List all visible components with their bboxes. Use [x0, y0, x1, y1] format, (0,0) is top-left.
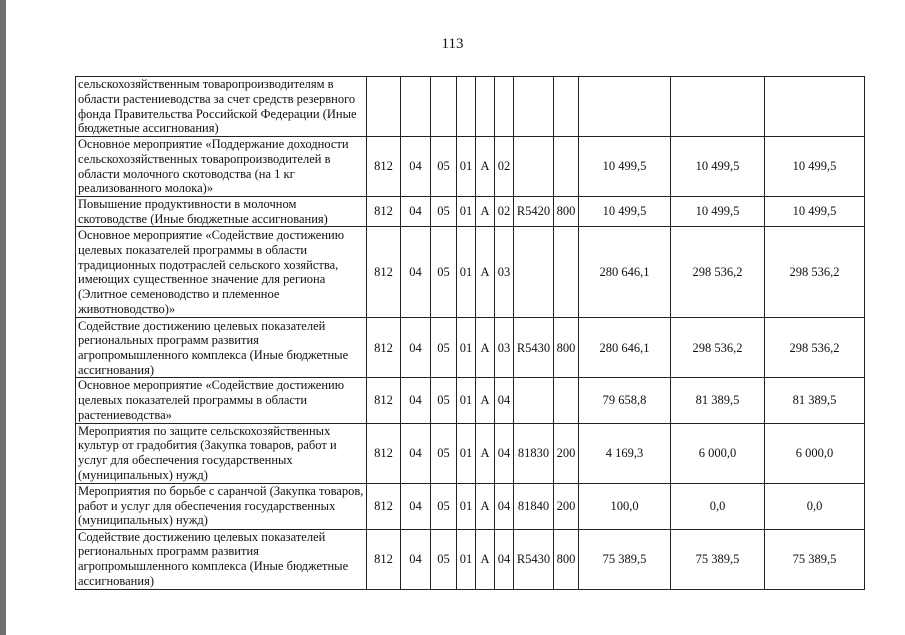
direction-code: R5420 — [514, 197, 554, 227]
subprogram-code: А — [476, 378, 495, 423]
expense-type-code: 200 — [554, 483, 579, 529]
expense-type-code — [554, 137, 579, 197]
program-code: 01 — [457, 227, 476, 318]
amount-year-3: 298 536,2 — [765, 318, 865, 378]
amount-year-2: 6 000,0 — [671, 423, 765, 483]
subsection-code: 05 — [431, 318, 457, 378]
expense-type-code — [554, 77, 579, 137]
section-code: 04 — [401, 378, 431, 423]
section-code — [401, 77, 431, 137]
amount-year-2: 81 389,5 — [671, 378, 765, 423]
amount-year-2: 10 499,5 — [671, 137, 765, 197]
budget-table — [75, 76, 865, 590]
program-code: 01 — [457, 318, 476, 378]
ministry-code: 812 — [367, 227, 401, 318]
direction-code — [514, 227, 554, 318]
section-code: 04 — [401, 483, 431, 529]
amount-year-1: 280 646,1 — [579, 318, 671, 378]
ministry-code — [367, 77, 401, 137]
section-code: 04 — [401, 318, 431, 378]
subprogram-code — [476, 77, 495, 137]
table-row — [76, 378, 865, 423]
row-name: Содействие достижению целевых показателей региональных программ развития агропромышленного комплекса (Иные бюджетные ассигнования) — [76, 529, 367, 589]
expense-type-code — [554, 378, 579, 423]
table-row — [76, 227, 865, 318]
expense-type-code: 800 — [554, 318, 579, 378]
amount-year-1: 4 169,3 — [579, 423, 671, 483]
subsection-code: 05 — [431, 378, 457, 423]
subprogram-code: А — [476, 318, 495, 378]
main-activity-code: 02 — [495, 137, 514, 197]
subsection-code: 05 — [431, 227, 457, 318]
amount-year-1 — [579, 77, 671, 137]
amount-year-3: 81 389,5 — [765, 378, 865, 423]
page-number: 113 — [441, 36, 464, 52]
amount-year-1: 280 646,1 — [579, 227, 671, 318]
expense-type-code: 800 — [554, 529, 579, 589]
program-code: 01 — [457, 137, 476, 197]
subprogram-code: А — [476, 423, 495, 483]
program-code: 01 — [457, 378, 476, 423]
direction-code: R5430 — [514, 529, 554, 589]
row-name: Основное мероприятие «Содействие достижению целевых показателей программы в области традиционных подотраслей сельского хозяйства, имеющих существенное значение для региона (Элитное семеноводство и племенное животноводство)» — [76, 227, 367, 318]
amount-year-3: 10 499,5 — [765, 197, 865, 227]
subsection-code: 05 — [431, 529, 457, 589]
amount-year-3: 75 389,5 — [765, 529, 865, 589]
amount-year-3: 10 499,5 — [765, 137, 865, 197]
row-name: Мероприятия по борьбе с саранчой (Закупка товаров, работ и услуг для обеспечения государственных (муниципальных) нужд) — [76, 483, 367, 529]
amount-year-1: 79 658,8 — [579, 378, 671, 423]
amount-year-3: 298 536,2 — [765, 227, 865, 318]
ministry-code: 812 — [367, 529, 401, 589]
amount-year-2 — [671, 77, 765, 137]
amount-year-2: 298 536,2 — [671, 318, 765, 378]
section-code: 04 — [401, 197, 431, 227]
main-activity-code: 04 — [495, 529, 514, 589]
section-code: 04 — [401, 227, 431, 318]
program-code: 01 — [457, 197, 476, 227]
table-row — [76, 529, 865, 589]
table-row — [76, 483, 865, 529]
subprogram-code: А — [476, 197, 495, 227]
row-name: Мероприятия по защите сельскохозяйственных культур от градобития (Закупка товаров, работ и услуг для обеспечения государственных (муниципальных) нужд) — [76, 423, 367, 483]
main-activity-code: 03 — [495, 318, 514, 378]
ministry-code: 812 — [367, 483, 401, 529]
table-row — [76, 137, 865, 197]
row-name: Содействие достижению целевых показателей региональных программ развития агропромышленного комплекса (Иные бюджетные ассигнования) — [76, 318, 367, 378]
main-activity-code: 03 — [495, 227, 514, 318]
ministry-code: 812 — [367, 318, 401, 378]
program-code — [457, 77, 476, 137]
ministry-code: 812 — [367, 423, 401, 483]
table-row — [76, 77, 865, 137]
program-code: 01 — [457, 529, 476, 589]
section-code: 04 — [401, 423, 431, 483]
section-code: 04 — [401, 529, 431, 589]
row-name: Основное мероприятие «Поддержание доходности сельскохозяйственных товаропроизводителей в области молочного скотоводства (на 1 кг реализованного молока)» — [76, 137, 367, 197]
amount-year-3: 6 000,0 — [765, 423, 865, 483]
amount-year-2: 10 499,5 — [671, 197, 765, 227]
direction-code: 81830 — [514, 423, 554, 483]
subprogram-code: А — [476, 227, 495, 318]
main-activity-code — [495, 77, 514, 137]
amount-year-2: 298 536,2 — [671, 227, 765, 318]
amount-year-2: 75 389,5 — [671, 529, 765, 589]
amount-year-3: 0,0 — [765, 483, 865, 529]
subprogram-code: А — [476, 137, 495, 197]
main-activity-code: 04 — [495, 483, 514, 529]
row-name: Повышение продуктивности в молочном скотоводстве (Иные бюджетные ассигнования) — [76, 197, 367, 227]
subsection-code: 05 — [431, 423, 457, 483]
direction-code — [514, 77, 554, 137]
main-activity-code: 04 — [495, 378, 514, 423]
amount-year-3 — [765, 77, 865, 137]
ministry-code: 812 — [367, 137, 401, 197]
main-activity-code: 02 — [495, 197, 514, 227]
amount-year-1: 75 389,5 — [579, 529, 671, 589]
main-activity-code: 04 — [495, 423, 514, 483]
expense-type-code: 800 — [554, 197, 579, 227]
program-code: 01 — [457, 483, 476, 529]
subsection-code: 05 — [431, 197, 457, 227]
amount-year-1: 10 499,5 — [579, 197, 671, 227]
direction-code — [514, 137, 554, 197]
amount-year-1: 100,0 — [579, 483, 671, 529]
amount-year-2: 0,0 — [671, 483, 765, 529]
table-row — [76, 197, 865, 227]
ministry-code: 812 — [367, 378, 401, 423]
expense-type-code — [554, 227, 579, 318]
subsection-code: 05 — [431, 483, 457, 529]
amount-year-1: 10 499,5 — [579, 137, 671, 197]
ministry-code: 812 — [367, 197, 401, 227]
section-code: 04 — [401, 137, 431, 197]
subsection-code — [431, 77, 457, 137]
subprogram-code: А — [476, 529, 495, 589]
expense-type-code: 200 — [554, 423, 579, 483]
table-row — [76, 318, 865, 378]
program-code: 01 — [457, 423, 476, 483]
row-name: сельскохозяйственным товаропроизводителям в области растениеводства за счет средств резервного фонда Правительства Российской Федерации (Иные бюджетные ассигнования) — [76, 77, 367, 137]
row-name: Основное мероприятие «Содействие достижению целевых показателей программы в области растениеводства» — [76, 378, 367, 423]
direction-code: 81840 — [514, 483, 554, 529]
subsection-code: 05 — [431, 137, 457, 197]
table-row — [76, 423, 865, 483]
scan-left-edge — [0, 0, 6, 635]
direction-code — [514, 378, 554, 423]
subprogram-code: А — [476, 483, 495, 529]
direction-code: R5430 — [514, 318, 554, 378]
